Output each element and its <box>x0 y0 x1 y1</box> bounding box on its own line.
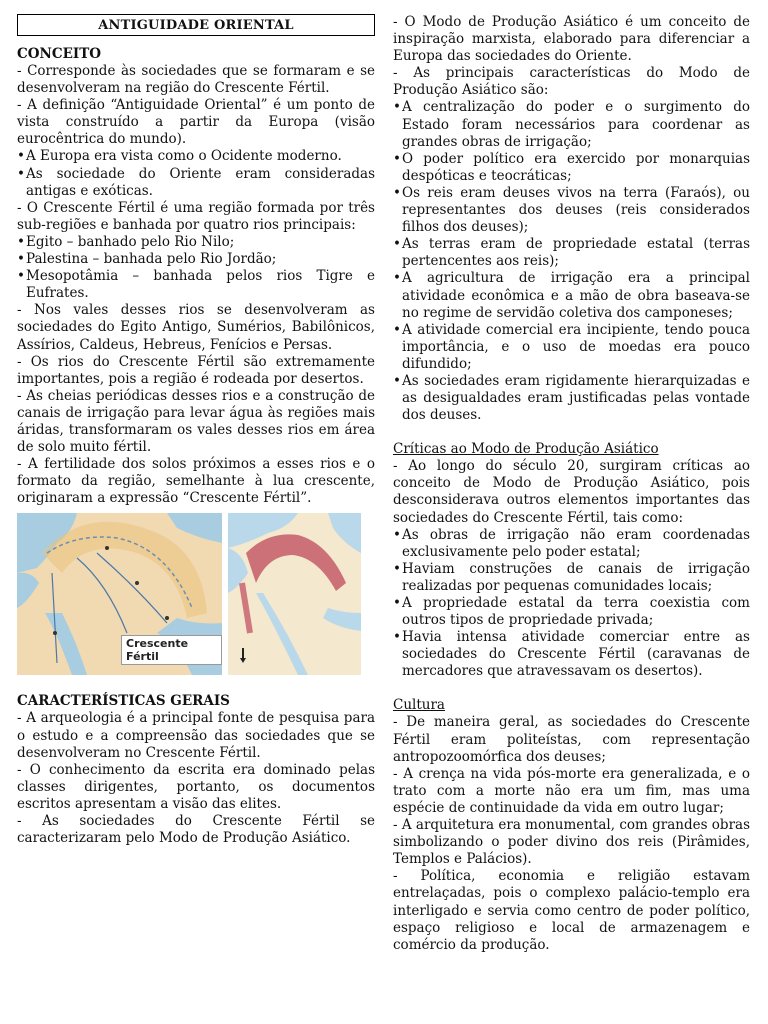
paragraph: - A arquitetura era monumental, com grandes obras simbolizando o poder divino dos reis (Pirâmides, Templos e Palácios). <box>393 817 751 868</box>
bullet-item: • Palestina – banhada pelo Rio Jordão; <box>17 251 277 268</box>
paragraph: - A definição “Antiguidade Oriental” é um ponto de vista construído a partir da Europa (visão eurocêntrica do mundo). <box>17 97 375 148</box>
spacer <box>393 680 750 697</box>
bullet-dot-icon: • <box>393 526 401 543</box>
bullet-item: • A centralização do poder e o surgimento do Estado foram necessários para coordenar as grandes obras de irrigação; <box>393 99 750 150</box>
bullet-dot-icon: • <box>393 595 401 611</box>
bullet-item: • Havia intensa atividade comerciar entre as sociedades do Crescente Fértil (caravanas de mercadores que atravessavam os desertos). <box>393 629 750 680</box>
bullet-dot-icon: • <box>17 165 25 182</box>
bullet-dot-icon: • <box>393 372 401 389</box>
bullet-dot-icon: • <box>393 99 401 116</box>
paragraph: - Os rios do Crescente Fértil são extremamente importantes, pois a região é rodeada por desertos. <box>17 353 375 387</box>
map-caption: Crescente Fértil <box>121 635 222 665</box>
bullet-item: • A agricultura de irrigação era a principal atividade econômica e a mão de obra baseava-se no regime de servidão coletiva dos camponeses; <box>393 270 750 321</box>
paragraph: - A fertilidade dos solos próximos a esses rios e o formato da região, semelhante à lua crescente, originaram a expressão “Crescente Fértil”. <box>17 456 375 507</box>
bullet-dot-icon: • <box>393 270 401 287</box>
bullet-dot-icon: • <box>393 236 401 253</box>
spacer <box>393 424 750 441</box>
bullet-dot-icon: • <box>393 321 401 338</box>
bullet-dot-icon: • <box>17 268 25 285</box>
bullet-item: • O poder político era exercido por monarquias despóticas e teocráticas; <box>393 150 750 184</box>
crescent-map-image <box>17 513 222 675</box>
paragraph: - Corresponde às sociedades que se formaram e se desenvolveram na região do Crescente Fértil. <box>17 63 375 97</box>
paragraph: - De maneira geral, as sociedades do Crescente Fértil eram politeístas, com representação antropozoomórfica dos deuses; <box>393 714 750 765</box>
right-column <box>393 14 750 954</box>
bullet-item: • As terras eram de propriedade estatal (terras pertencentes aos reis); <box>393 236 750 270</box>
region-map-image <box>228 513 361 675</box>
region-map-icon <box>228 513 361 675</box>
paragraph: - Política, economia e religião estavam entrelaçadas, pois o complexo palácio-templo era interligado e servia como centro de poder político, espaço religioso e local de armazenagem e comércio da produção. <box>393 868 750 953</box>
maps-row <box>17 513 375 675</box>
bullet-dot-icon: • <box>393 184 401 201</box>
paragraph: - O Crescente Fértil é uma região formada por três sub-regiões e banhada por quatro rios principais: <box>17 199 375 233</box>
paragraph: - Ao longo do século 20, surgiram críticas ao conceito de Modo de Produção Asiático, pois desconsiderava outros elementos importantes das sociedades do Crescente Fértil, tais como: <box>393 458 750 526</box>
bullet-item: • A Europa era vista como o Ocidente moderno. <box>17 148 342 165</box>
bullet-dot-icon: • <box>393 150 401 167</box>
bullet-item: • Mesopotâmia – banhada pelos rios Tigre e Eufrates. <box>17 268 375 302</box>
section-heading-criticas: Críticas ao Modo de Produção Asiático <box>393 441 659 458</box>
bullet-item: • Os reis eram deuses vivos na terra (Faraós), ou representantes dos deuses (reis considerados filhos dos deuses); <box>393 184 750 236</box>
section-heading-cultura: Cultura <box>393 697 445 714</box>
paragraph: - A arqueologia é a principal fonte de pesquisa para o estudo e a compreensão das sociedades que se desenvolveram no Crescente Fértil. <box>17 710 375 761</box>
bullet-item: • Egito – banhado pelo Rio Nilo; <box>17 233 235 250</box>
section-heading-caracteristicas: CARACTERÍSTICAS GERAIS <box>17 693 230 710</box>
paragraph: - Nos vales desses rios se desenvolveram as sociedades do Egito Antigo, Sumérios, Babilônicos, Assírios, Caldeus, Hebreus, Fenícios e Persas. <box>17 302 375 353</box>
bullet-dot-icon: • <box>17 251 25 268</box>
bullet-item: • As sociedades eram rigidamente hierarquizadas e as desigualdades eram justificadas pelas vontade dos deuses. <box>393 372 750 424</box>
paragraph: - O Modo de Produção Asiático é um conceito de inspiração marxista, elaborado para diferenciar a Europa das sociedades do Oriente. <box>393 14 750 65</box>
bullet-item: • A atividade comercial era incipiente, tendo pouca importância, e o uso de moedas era pouco difundido; <box>393 321 750 372</box>
bullet-item: • As sociedade do Oriente eram consideradas antigas e exóticas. <box>17 165 375 199</box>
paragraph: - O conhecimento da escrita era dominado pelas classes dirigentes, portanto, os documentos escritos apresentam a visão das elites. <box>17 761 375 812</box>
left-column <box>17 14 375 847</box>
section-heading-conceito: CONCEITO <box>17 46 101 62</box>
paragraph: - A crença na vida pós-morte era generalizada, e o trato com a morte não era um fim, mas uma espécie de continuidade da vida em outro lugar; <box>393 765 750 816</box>
bullet-item: • A propriedade estatal da terra coexistia com outros tipos de propriedade privada; <box>393 595 750 629</box>
document-title: ANTIGUIDADE ORIENTAL <box>17 14 375 36</box>
bullet-dot-icon: • <box>393 560 401 577</box>
bullet-dot-icon: • <box>393 629 401 646</box>
paragraph: - As principais características do Modo de Produção Asiático são: <box>393 65 750 99</box>
bullet-dot-icon: • <box>17 233 25 250</box>
paragraph: - As sociedades do Crescente Fértil se caracterizaram pelo Modo de Produção Asiático. <box>17 813 375 847</box>
bullet-item: • Haviam construções de canais de irrigação realizadas por pequenas comunidades locais; <box>393 560 750 594</box>
paragraph: - As cheias periódicas desses rios e a construção de canais de irrigação para levar água às regiões mais áridas, transformaram os vales desses rios em área de solo muito fértil. <box>17 387 375 456</box>
bullet-item: • As obras de irrigação não eram coordenadas exclusivamente pelo poder estatal; <box>393 526 750 560</box>
bullet-dot-icon: • <box>17 148 25 165</box>
